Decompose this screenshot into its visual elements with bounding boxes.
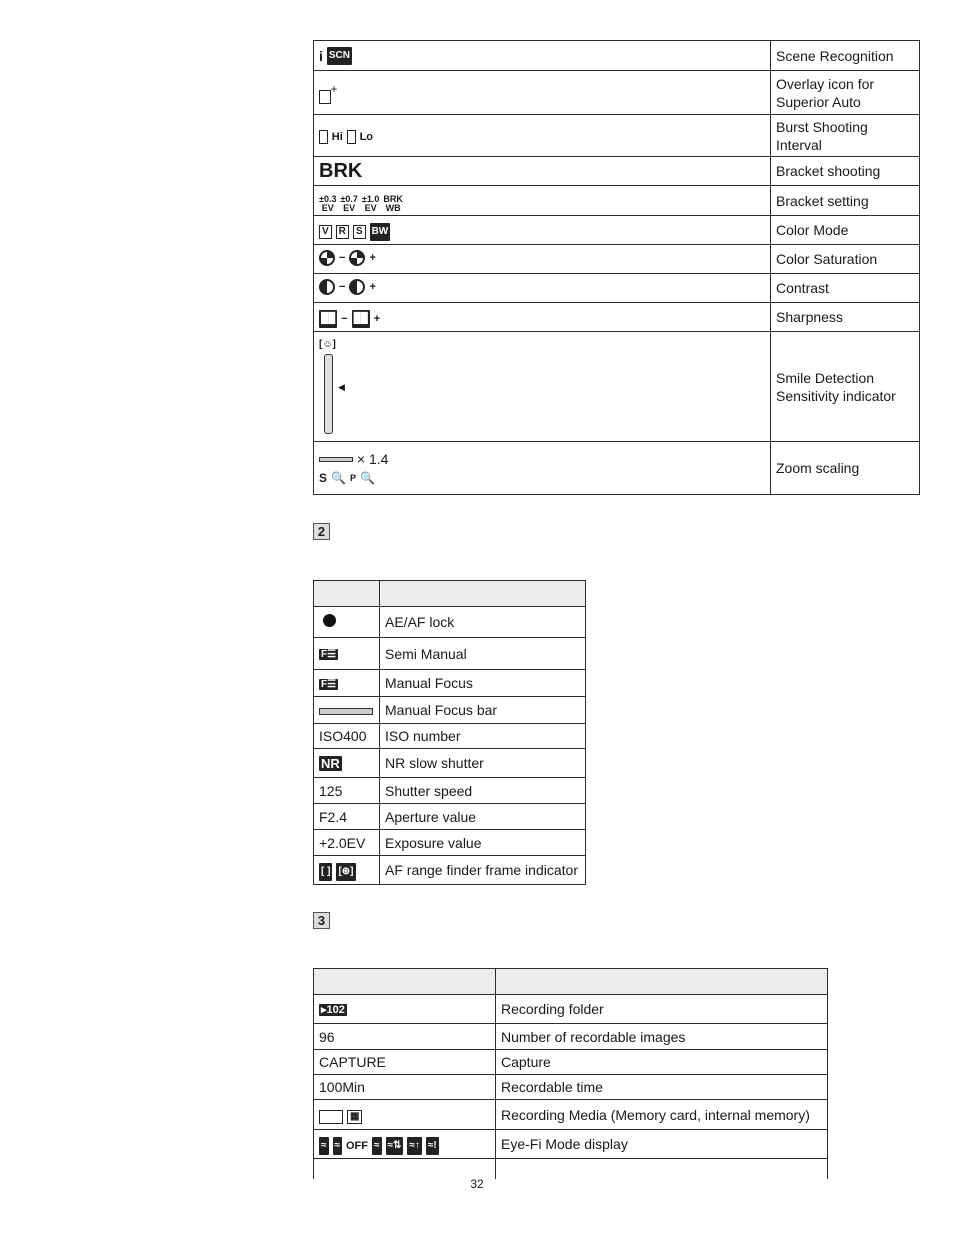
section-2-badge: 2 <box>313 523 330 540</box>
capture-value: CAPTURE <box>314 1050 496 1075</box>
table-row <box>314 607 586 638</box>
row-label: Manual Focus bar <box>380 697 586 724</box>
row-label: Eye-Fi Mode display <box>496 1130 828 1159</box>
row-label: Number of recordable images <box>496 1024 828 1050</box>
smile-sensitivity-icon: [☺] ◀ <box>314 332 771 442</box>
row-label: Color Saturation <box>771 245 920 274</box>
table-row <box>314 71 920 115</box>
recordable-time-value: 100Min <box>314 1075 496 1100</box>
recording-folder-icon: ▸102 <box>314 995 496 1024</box>
table-row <box>314 995 828 1024</box>
table-row <box>314 274 920 303</box>
indicator-table-1 <box>313 40 920 495</box>
table-row <box>314 670 586 697</box>
table-row <box>314 245 920 274</box>
row-value <box>314 1159 496 1179</box>
table-header-row <box>314 581 586 607</box>
row-label: Shutter speed <box>380 778 586 804</box>
exposure-value: +2.0EV <box>314 830 380 856</box>
table-row <box>314 778 586 804</box>
row-label: Capture <box>496 1050 828 1075</box>
row-label: Bracket shooting <box>771 157 920 186</box>
table-row <box>314 41 920 71</box>
contrast-icon: − + <box>314 274 771 303</box>
row-label: Exposure value <box>380 830 586 856</box>
table-row <box>314 1100 828 1130</box>
table-row <box>314 303 920 332</box>
zoom-scaling-icon: × 1.4 S 🔍 P 🔍 <box>314 442 771 495</box>
table-row <box>314 638 586 670</box>
eye-fi-icon: ≈ ≈ OFF ≈ ≈⇅ ≈↑ ≈! <box>314 1130 496 1159</box>
table-row <box>314 1159 828 1179</box>
table-row <box>314 856 586 885</box>
sharpness-icon: ██ − ██ + <box>314 303 771 332</box>
row-label: Smile Detection Sensitivity indicator <box>771 332 920 442</box>
table-row <box>314 749 586 778</box>
table-row <box>314 724 586 749</box>
table-row <box>314 1075 828 1100</box>
table-row <box>314 830 586 856</box>
page-number: 32 <box>470 1177 484 1191</box>
row-label: ISO number <box>380 724 586 749</box>
table-row <box>314 1050 828 1075</box>
row-label: Burst Shooting Interval <box>771 115 920 157</box>
table-row <box>314 115 920 157</box>
manual-focus-icon: F☰ <box>314 670 380 697</box>
row-label: AE/AF lock <box>380 607 586 638</box>
table-row <box>314 697 586 724</box>
semi-manual-icon: F☰ <box>314 638 380 670</box>
row-label: NR slow shutter <box>380 749 586 778</box>
ae-af-lock-icon <box>314 607 380 638</box>
shutter-value: 125 <box>314 778 380 804</box>
row-label: Manual Focus <box>380 670 586 697</box>
row-label: Overlay icon for Superior Auto <box>771 71 920 115</box>
aperture-value: F2.4 <box>314 804 380 830</box>
table-header-row <box>314 969 828 995</box>
row-label: Recording Media (Memory card, internal memory) <box>496 1100 828 1130</box>
recordable-images-value: 96 <box>314 1024 496 1050</box>
bracket-setting-icon: ±0.3 EV ±0.7 EV ±1.0 EV BRK WB <box>314 186 771 216</box>
row-label: AF range finder frame indicator <box>380 856 586 885</box>
row-label: Zoom scaling <box>771 442 920 495</box>
table-row <box>314 332 920 442</box>
af-range-finder-icon: [ ] [⊕] <box>314 856 380 885</box>
row-label: Scene Recognition <box>771 41 920 71</box>
brk-icon: BRK <box>314 157 771 186</box>
table-row <box>314 1024 828 1050</box>
table-row <box>314 804 586 830</box>
section-3-badge: 3 <box>313 912 330 929</box>
indicator-table-2 <box>313 580 586 885</box>
header-cell <box>314 969 496 995</box>
color-mode-icon: V R S BW <box>314 216 771 245</box>
indicator-table-3 <box>313 968 828 1179</box>
overlay-superior-auto-icon: + <box>314 71 771 115</box>
table-row <box>314 1130 828 1159</box>
table-row <box>314 442 920 495</box>
iso-value: ISO400 <box>314 724 380 749</box>
row-label <box>496 1159 828 1179</box>
row-label: Bracket setting <box>771 186 920 216</box>
table-row <box>314 186 920 216</box>
burst-interval-icon: Hi Lo <box>314 115 771 157</box>
scene-recognition-icon: i SCN <box>314 41 771 71</box>
row-label: Recording folder <box>496 995 828 1024</box>
row-label: Semi Manual <box>380 638 586 670</box>
header-cell <box>496 969 828 995</box>
color-saturation-icon: − + <box>314 245 771 274</box>
nr-slow-shutter-icon: NR <box>314 749 380 778</box>
row-label: Color Mode <box>771 216 920 245</box>
table-row <box>314 157 920 186</box>
row-label: Contrast <box>771 274 920 303</box>
row-label: Sharpness <box>771 303 920 332</box>
recording-media-icon: ▦ <box>314 1100 496 1130</box>
table-row <box>314 216 920 245</box>
header-cell <box>314 581 380 607</box>
row-label: Aperture value <box>380 804 586 830</box>
row-label: Recordable time <box>496 1075 828 1100</box>
manual-focus-bar-icon <box>314 697 380 724</box>
header-cell <box>380 581 586 607</box>
